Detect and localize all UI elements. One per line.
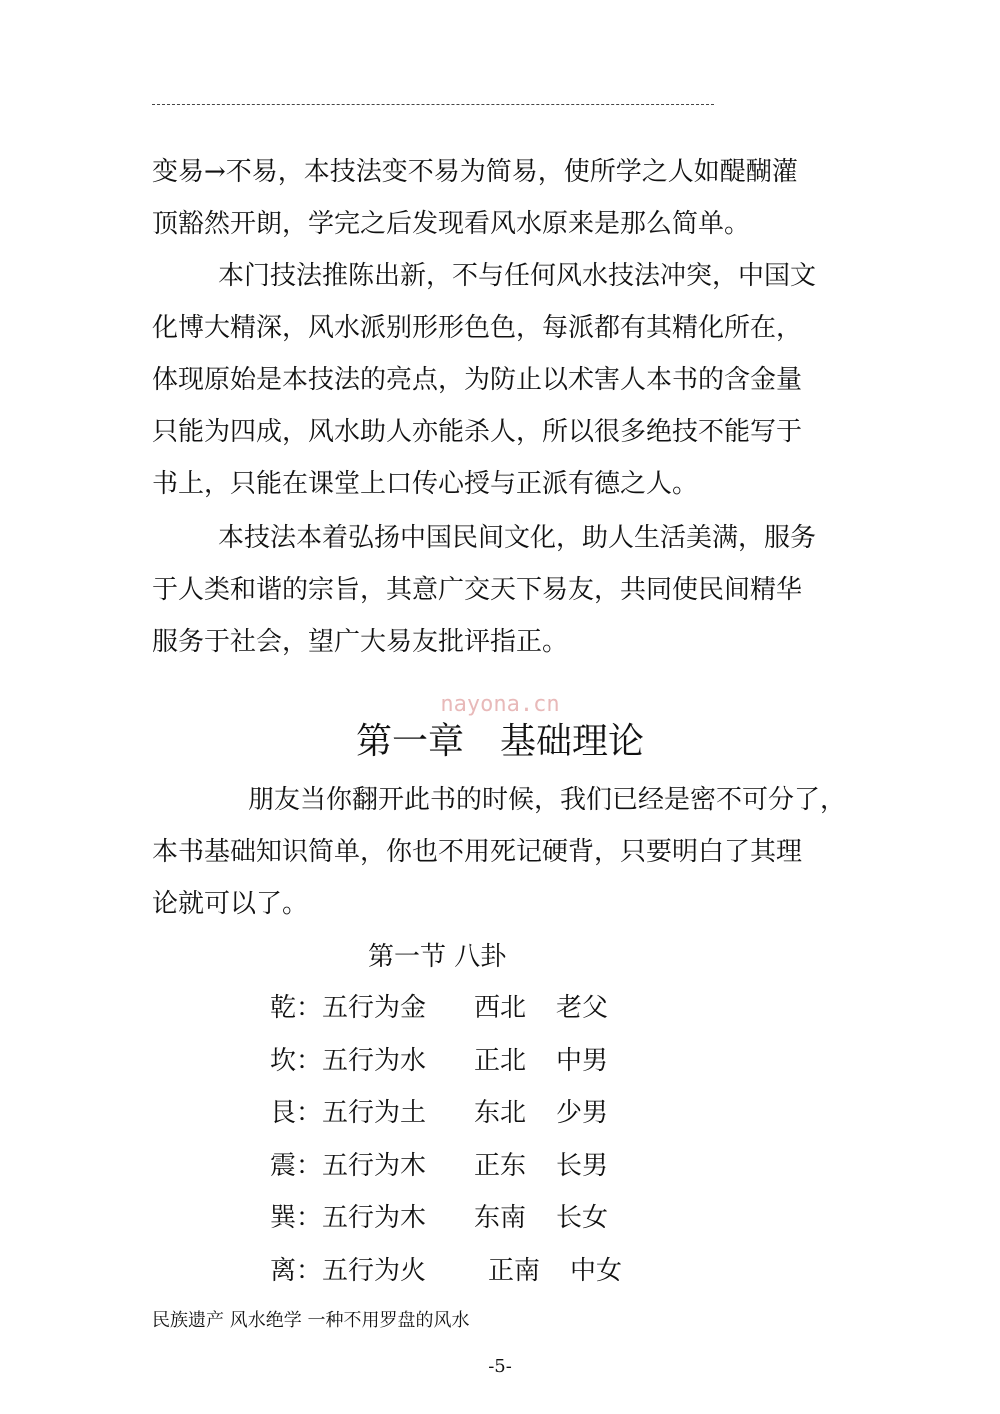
- paragraph-purpose: [152, 512, 852, 668]
- text-line: 论就可以了。: [152, 889, 309, 919]
- trigram-direction: 东南: [474, 1203, 527, 1233]
- trigram-family: 老父: [556, 993, 609, 1023]
- page-number: -5-: [488, 1356, 512, 1377]
- trigram-name: 震：: [270, 1150, 323, 1181]
- text-line: 本技法本着弘扬中国民间文化，助人生活美满，服务: [218, 523, 817, 553]
- trigram-name: 乾：: [270, 993, 323, 1023]
- footer-note: 民族遗产 风水绝学 一种不用罗盘的风水: [152, 1310, 470, 1331]
- trigram-family: 少男: [556, 1098, 609, 1128]
- trigram-family: 长男: [556, 1150, 609, 1181]
- trigram-name: 坎：: [270, 1045, 323, 1076]
- trigram-element: 五行为土: [322, 1098, 427, 1128]
- section-title: 第一节 八卦: [368, 942, 507, 972]
- text-line: 化博大精深，风水派别形形色色，每派都有其精化所在，: [152, 313, 803, 343]
- trigram-direction: 正东: [474, 1150, 527, 1181]
- text-line: 书上，只能在课堂上口传心授与正派有德之人。: [152, 469, 699, 499]
- trigram-name: 巽：: [270, 1203, 323, 1233]
- text-line: 于人类和谐的宗旨，其意广交天下易友，共同使民间精华: [152, 575, 803, 605]
- paragraph-intro-continued: [152, 146, 852, 250]
- trigram-name: 离：: [270, 1255, 323, 1286]
- text-line: 只能为四成，风水助人亦能杀人，所以很多绝技不能写于: [152, 417, 803, 447]
- trigram-direction: 正北: [474, 1045, 527, 1076]
- trigram-element: 五行为木: [322, 1150, 427, 1181]
- chapter-intro: [152, 774, 852, 930]
- text-line: 本书基础知识简单，你也不用死记硬背，只要明白了其理: [152, 837, 803, 867]
- text-line: 本门技法推陈出新，不与任何风水技法冲突，中国文: [218, 261, 817, 291]
- trigram-family: 中女: [570, 1255, 623, 1286]
- trigram-name: 艮：: [270, 1098, 323, 1128]
- trigram-direction: 正南: [488, 1255, 541, 1286]
- trigram-family: 中男: [556, 1045, 609, 1076]
- trigram-direction: 西北: [474, 993, 527, 1023]
- trigram-family: 长女: [556, 1203, 609, 1233]
- header-dashed-rule: [152, 104, 714, 105]
- trigram-element: 五行为水: [322, 1045, 427, 1076]
- text-line: 顶豁然开朗，学完之后发现看风水原来是那么简单。: [152, 209, 751, 239]
- watermark: nayona.cn: [440, 692, 560, 717]
- trigram-element: 五行为木: [322, 1203, 427, 1233]
- trigram-element: 五行为金: [322, 993, 427, 1023]
- text-line: 朋友当你翻开此书的时候，我们已经是密不可分了，: [248, 785, 847, 815]
- paragraph-technique: [152, 250, 852, 510]
- trigram-element: 五行为火: [322, 1255, 427, 1286]
- trigram-direction: 东北: [474, 1098, 527, 1128]
- chapter-title: 第一章 基础理论: [355, 721, 644, 762]
- text-line: 体现原始是本技法的亮点，为防止以术害人本书的含金量: [152, 365, 803, 395]
- text-line: 服务于社会，望广大易友批评指正。: [152, 627, 569, 657]
- text-line: 变易→不易，本技法变不易为简易，使所学之人如醍醐灌: [152, 157, 798, 187]
